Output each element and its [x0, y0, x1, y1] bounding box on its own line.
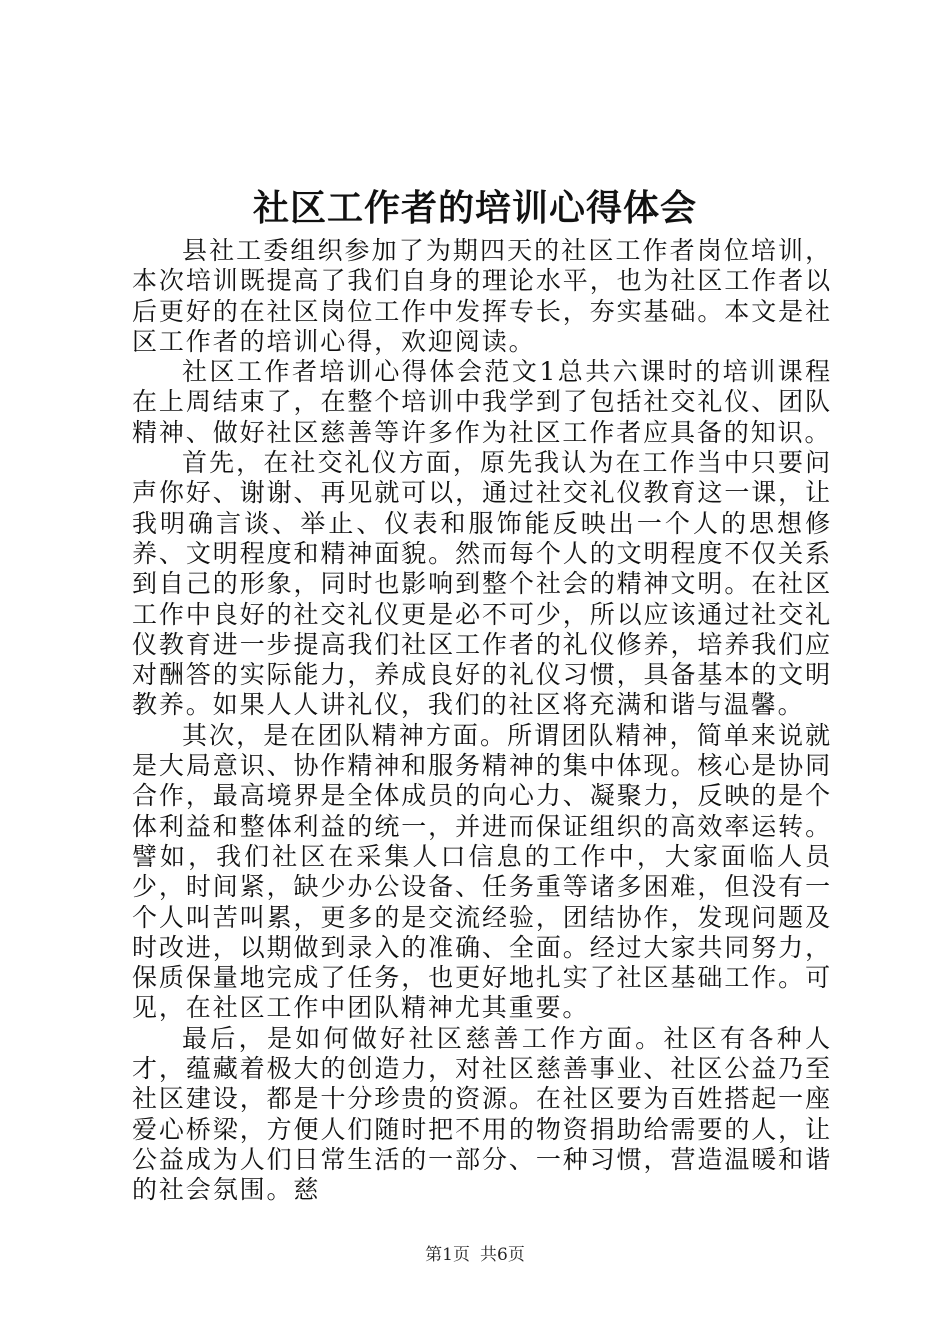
paragraph-etiquette: 首先，在社交礼仪方面，原先我认为在工作当中只要问声你好、谢谢、再见就可以，通过社交礼仪教育这一课，让我明确言谈、举止、仪表和服饰能反映出一个人的思想修养、文明程度和精神面貌。然而每个人的文明程度不仅关系到自己的形象，同时也影响到整个社会的精神文明。在社区工作中良好的社交礼仪更是必不可少，所以应该通过社交礼仪教育进一步提高我们社区工作者的礼仪修养，培养我们应对酬答的实际能力，养成良好的礼仪习惯，具备基本的文明教养。如果人人讲礼仪，我们的社区将充满和谐与温馨。 — [132, 448, 832, 720]
page-number-current: 第1页 — [425, 1245, 470, 1265]
paragraph-overview: 社区工作者培训心得体会范文1总共六课时的培训课程在上周结束了，在整个培训中我学到了包括社交礼仪、团队精神、做好社区慈善等许多作为社区工作者应具备的知识。 — [132, 357, 832, 447]
page-footer — [0, 1243, 950, 1267]
paragraph-teamwork: 其次，是在团队精神方面。所谓团队精神，简单来说就是大局意识、协作精神和服务精神的集中体现。核心是协同合作，最高境界是全体成员的向心力、凝聚力，反映的是个体利益和整体利益的统一，并进而保证组织的高效率运转。譬如，我们社区在采集人口信息的工作中，大家面临人员少，时间紧，缺少办公设备、任务重等诸多困难，但没有一个人叫苦叫累，更多的是交流经验，团结协作，发现问题及时改进，以期做到录入的准确、全面。经过大家共同努力，保质保量地完成了任务，也更好地扎实了社区基础工作。可见，在社区工作中团队精神尤其重要。 — [132, 720, 832, 1023]
document-title: 社区工作者的培训心得体会 — [252, 187, 697, 229]
document-body — [132, 236, 832, 1206]
page-number-total: 共6页 — [480, 1245, 525, 1265]
paragraph-intro: 县社工委组织参加了为期四天的社区工作者岗位培训，本次培训既提高了我们自身的理论水平，也为社区工作者以后更好的在社区岗位工作中发挥专长，夯实基础。本文是社区工作者的培训心得，欢迎阅读。 — [132, 236, 832, 356]
paragraph-charity: 最后，是如何做好社区慈善工作方面。社区有各种人才，蕴藏着极大的创造力，对社区慈善事业、社区公益乃至社区建设，都是十分珍贵的资源。在社区要为百姓搭起一座爱心桥梁，方便人们随时把不用的物资捐助给需要的人，让公益成为人们日常生活的一部分、一种习惯，营造温暖和谐的社会氛围。慈 — [132, 1023, 832, 1205]
